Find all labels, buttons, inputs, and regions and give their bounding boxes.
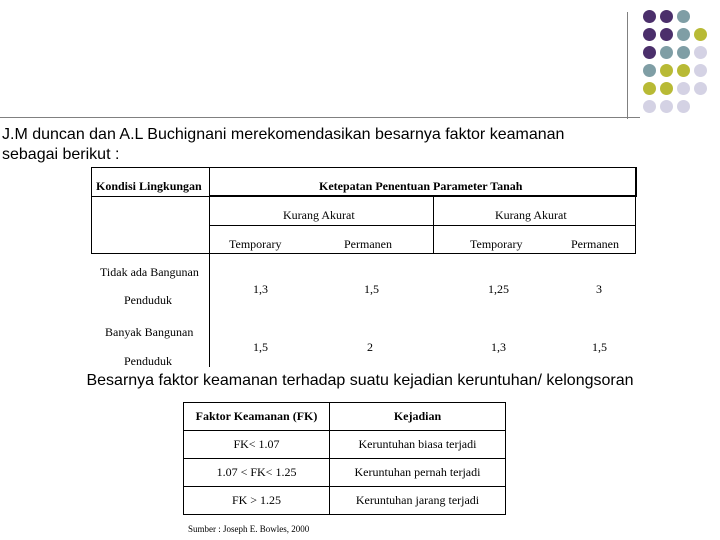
table-group-divider bbox=[433, 195, 434, 253]
dot-icon bbox=[694, 46, 707, 59]
fk-cell: FK > 1.25 bbox=[184, 487, 330, 515]
fk-event-table bbox=[183, 402, 506, 515]
dot-icon bbox=[643, 64, 656, 77]
event-cell: Keruntuhan jarang terjadi bbox=[330, 487, 506, 515]
table-left-border bbox=[91, 167, 92, 254]
table-column-divider bbox=[209, 167, 210, 367]
dot-icon bbox=[660, 46, 673, 59]
header-condition: Kondisi Lingkungan bbox=[96, 179, 202, 193]
row-1-value-2: 1,5 bbox=[364, 282, 379, 296]
table-row bbox=[184, 487, 506, 515]
header-fk: Faktor Keamanan (FK) bbox=[184, 403, 330, 431]
row-1-label-bottom: Penduduk bbox=[124, 293, 172, 307]
safety-factor-table bbox=[91, 167, 636, 367]
table-row-divider bbox=[209, 225, 636, 226]
table-row-divider bbox=[91, 253, 636, 254]
table-row-divider bbox=[209, 195, 636, 196]
table-right-border bbox=[635, 167, 636, 253]
row-1-value-4: 3 bbox=[596, 282, 602, 296]
dot-icon bbox=[643, 82, 656, 95]
event-cell: Keruntuhan biasa terjadi bbox=[330, 431, 506, 459]
event-cell: Keruntuhan pernah terjadi bbox=[330, 459, 506, 487]
table-row bbox=[184, 459, 506, 487]
source-note: Sumber : Joseph E. Bowles, 2000 bbox=[188, 524, 310, 534]
dot-icon bbox=[660, 10, 673, 23]
row-1-value-3: 1,25 bbox=[488, 282, 509, 296]
sub-header-3: Temporary bbox=[470, 237, 523, 251]
dot-icon bbox=[694, 82, 707, 95]
dot-icon bbox=[660, 28, 673, 41]
horizontal-divider bbox=[0, 117, 640, 118]
dot-icon bbox=[677, 10, 690, 23]
dot-icon bbox=[694, 64, 707, 77]
dot-icon bbox=[643, 10, 656, 23]
dot-icon bbox=[677, 46, 690, 59]
fk-cell: 1.07 < FK< 1.25 bbox=[184, 459, 330, 487]
row-2-label-top: Banyak Bangunan bbox=[105, 325, 194, 339]
fk-cell: FK< 1.07 bbox=[184, 431, 330, 459]
dot-icon bbox=[694, 28, 707, 41]
row-2-value-3: 1,3 bbox=[491, 340, 506, 354]
header-event: Kejadian bbox=[330, 403, 506, 431]
vertical-divider bbox=[627, 12, 628, 119]
row-2-value-1: 1,5 bbox=[253, 340, 268, 354]
dot-icon bbox=[694, 10, 707, 23]
row-2-label-bottom: Penduduk bbox=[124, 354, 172, 368]
dot-icon bbox=[643, 100, 656, 113]
intro-line-2: sebagai berikut : bbox=[2, 146, 120, 163]
row-1-label-top: Tidak ada Bangunan bbox=[100, 265, 199, 279]
dot-icon bbox=[643, 46, 656, 59]
row-2-value-2: 2 bbox=[367, 340, 373, 354]
dot-icon bbox=[660, 82, 673, 95]
intro-text bbox=[2, 125, 564, 165]
sub-header-4: Permanen bbox=[571, 237, 619, 251]
section-subtitle: Besarnya faktor keamanan terhadap suatu kejadian keruntuhan/ kelongsoran bbox=[86, 372, 634, 389]
table-row bbox=[184, 431, 506, 459]
header-accuracy: Ketepatan Penentuan Parameter Tanah bbox=[319, 179, 523, 193]
intro-line-1: J.M duncan dan A.L Buchignani merekomendasikan besarnya faktor keamanan bbox=[2, 126, 565, 143]
dot-icon bbox=[660, 64, 673, 77]
dot-icon bbox=[677, 82, 690, 95]
sub-header-2: Permanen bbox=[344, 237, 392, 251]
dot-icon bbox=[660, 100, 673, 113]
group-left-label: Kurang Akurat bbox=[283, 208, 355, 222]
dot-icon bbox=[677, 64, 690, 77]
dot-icon bbox=[643, 28, 656, 41]
dot-icon bbox=[677, 28, 690, 41]
row-2-value-4: 1,5 bbox=[592, 340, 607, 354]
row-1-value-1: 1,3 bbox=[253, 282, 268, 296]
sub-header-1: Temporary bbox=[229, 237, 282, 251]
table-header-row bbox=[184, 403, 506, 431]
group-right-label: Kurang Akurat bbox=[495, 208, 567, 222]
dot-icon bbox=[677, 100, 690, 113]
